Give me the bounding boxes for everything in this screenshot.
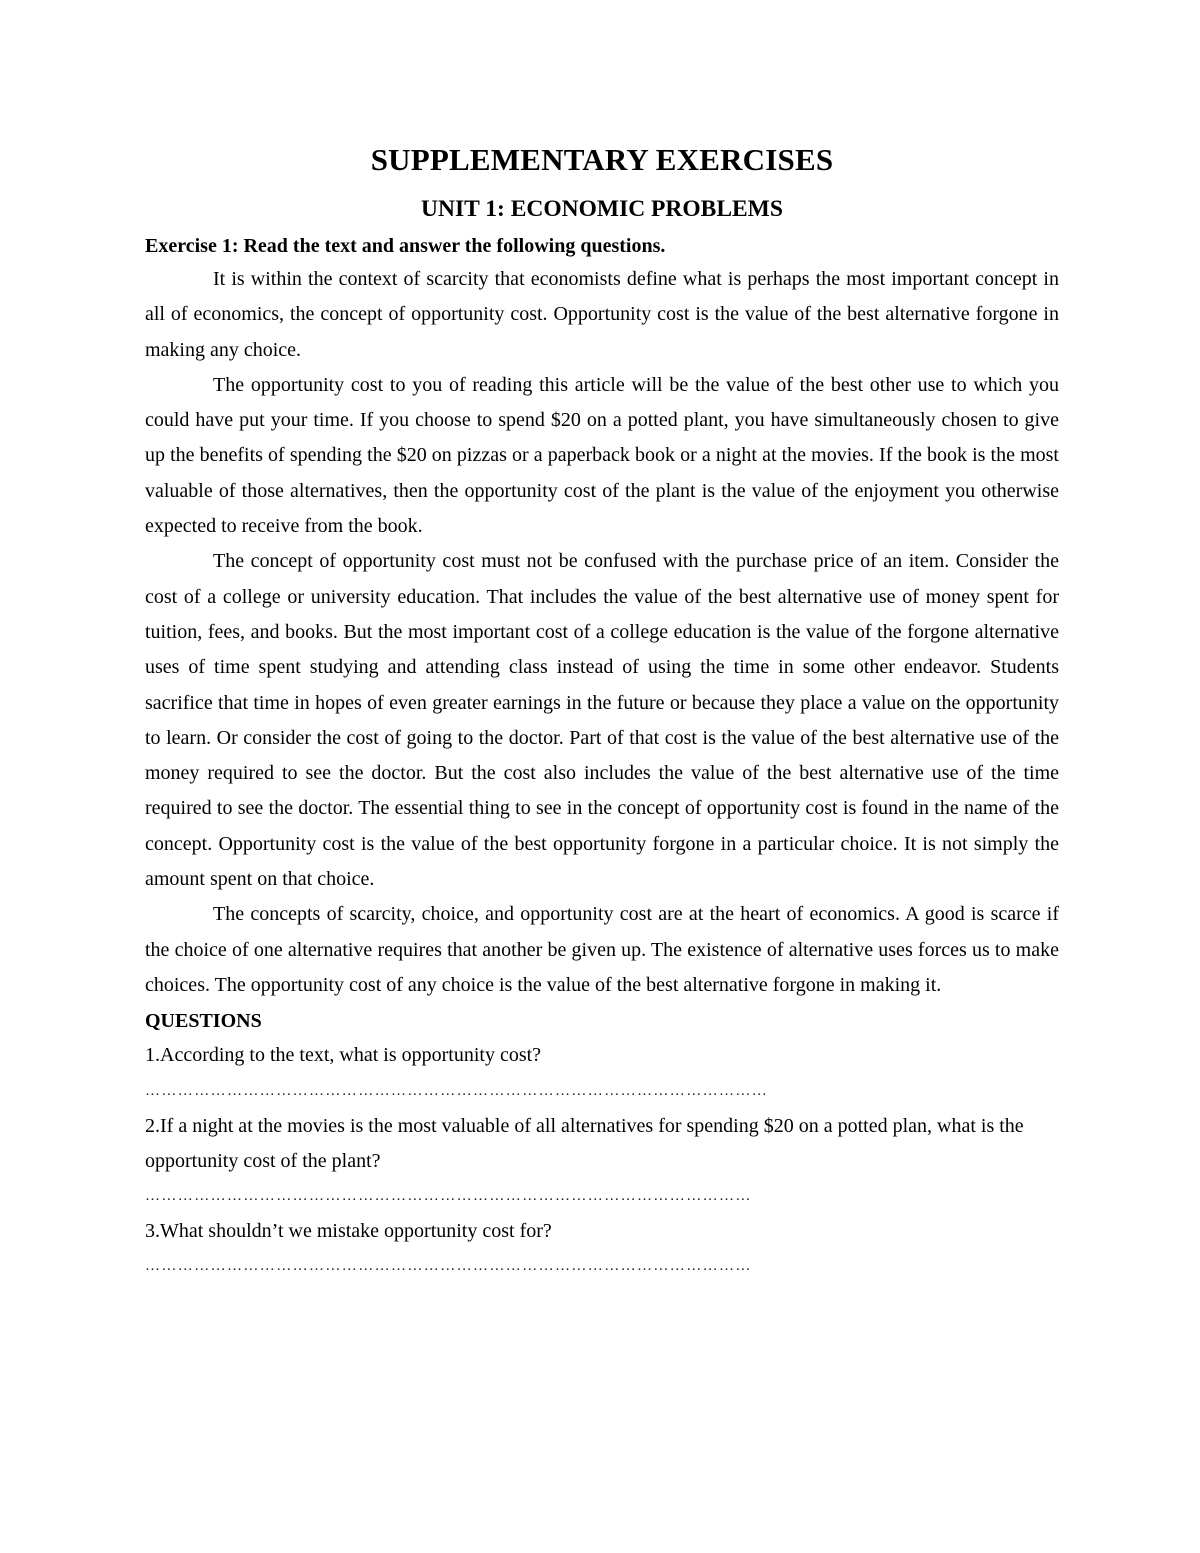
exercise-heading: Exercise 1: Read the text and answer the following questions. — [145, 235, 666, 257]
paragraph-3: The concept of opportunity cost must not be confused with the purchase price of an item. Consider the cost of a college or university education. That includes the value of the best alternative use of money spent for tuition, fees, and books. But the most important cost of a college education is the value of the forgone alternative uses of time spent studying and attending class instead of using the time in some other endeavor. Students sacrifice that time in hopes of even greater earnings in the future or because they place a value on the opportunity to learn. Or consider the cost of going to the doctor. Part of that cost is the value of the best alternative use of the money required to see the doctor. But the cost also includes the value of the best alternative use of the time required to see the doctor. The essential thing to see in the concept of opportunity cost is found in the name of the concept. Opportunity cost is the value of the best opportunity forgone in a particular choice. It is not simply the amount spent on that choice. — [145, 550, 1059, 891]
question-2: 2.If a night at the movies is the most valuable of all alternatives for spending $20 on a potted plan, what is the opportunity cost of the plant? — [145, 1114, 1024, 1172]
answer-line-3[interactable]: ………………………………………………………………………………………………… — [145, 1258, 752, 1275]
document-page — [145, 140, 1059, 1284]
answer-line-1[interactable]: …………………………………………………………………………………………………… — [145, 1082, 769, 1099]
paragraph-1: It is within the context of scarcity that economists define what is perhaps the most important concept in all of economics, the concept of opportunity cost. Opportunity cost is the value of the best alternative forgone in making any choice. — [145, 268, 1059, 361]
question-1: 1.According to the text, what is opportunity cost? — [145, 1044, 542, 1067]
paragraph-2: The opportunity cost to you of reading this article will be the value of the best other use to which you could have put your time. If you choose to spend $20 on a potted plant, you have simultaneously chosen to give up the benefits of spending the $20 on pizzas or a paperback book or a night at the movies. If the book is the most valuable of those alternatives, then the opportunity cost of the plant is the value of the enjoyment you otherwise expected to receive from the book. — [145, 373, 1059, 538]
questions-heading: QUESTIONS — [145, 1010, 262, 1033]
question-3: 3.What shouldn’t we mistake opportunity cost for? — [145, 1220, 552, 1243]
document-title: SUPPLEMENTARY EXERCISES — [370, 142, 834, 177]
paragraph-4: The concepts of scarcity, choice, and opportunity cost are at the heart of economics. A good is scarce if the choice of one alternative requires that another be given up. The existence of alternative uses forces us to make choices. The opportunity cost of any choice is the value of the best alternative forgone in making it. — [145, 903, 1059, 996]
unit-title: UNIT 1: ECONOMIC PROBLEMS — [421, 196, 783, 222]
answer-line-2[interactable]: ………………………………………………………………………………………………… — [145, 1188, 752, 1205]
